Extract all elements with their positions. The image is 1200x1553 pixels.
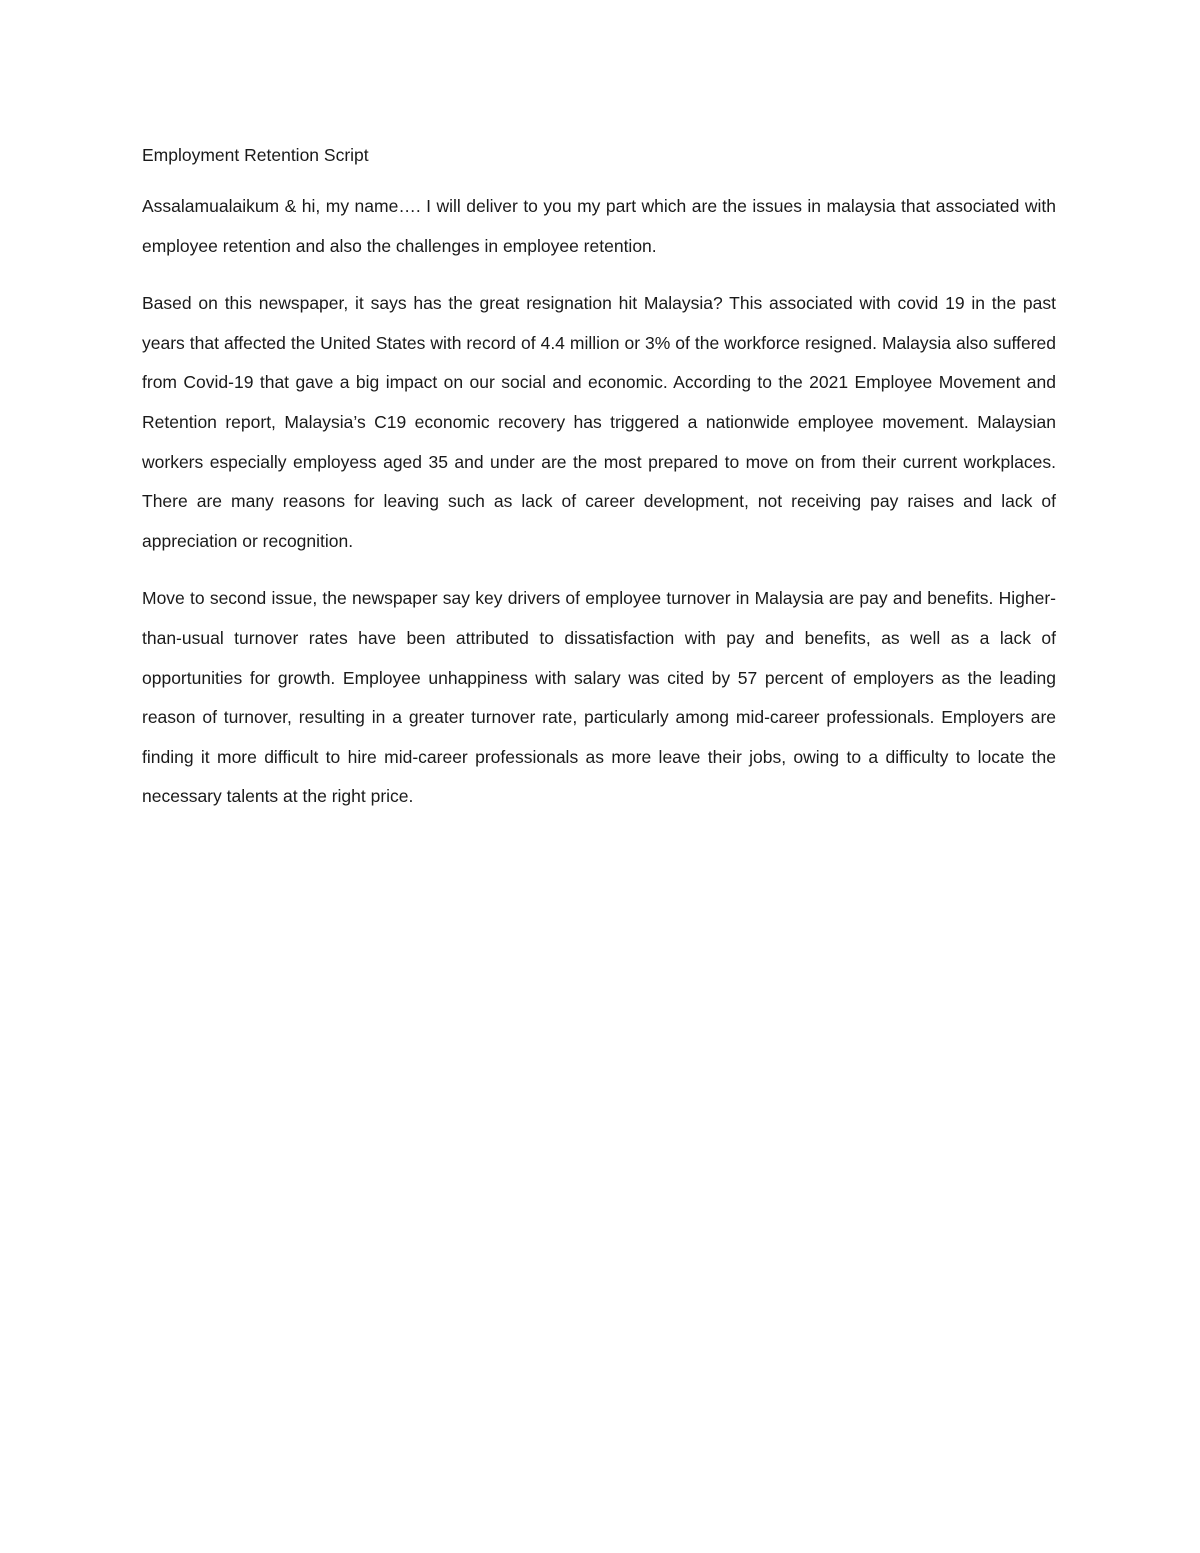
- document-title: Employment Retention Script: [142, 145, 369, 165]
- document-body: [142, 140, 1056, 835]
- paragraph-first-issue: Based on this newspaper, it says has the great resignation hit Malaysia? This associated with covid 19 in the past years that affected the United States with record of 4.4 million or 3% of the workforce resigned. Malaysia also suffered from Covid-19 that gave a big impact on our social and economic. According to the 2021 Employee Movement and Retention report, Malaysia’s C19 economic recovery has triggered a nationwide employee movement. Malaysian workers especially employess aged 35 and under are the most prepared to move on from their current workplaces. There are many reasons for leaving such as lack of career development, not receiving pay raises and lack of appreciation or recognition.: [142, 293, 1056, 551]
- paragraph-second-issue: Move to second issue, the newspaper say key drivers of employee turnover in Malaysia are pay and benefits. Higher-than-usual turnover rates have been attributed to dissatisfaction with pay and benefits, as well as a lack of opportunities for growth. Employee unhappiness with salary was cited by 57 percent of employers as the leading reason of turnover, resulting in a greater turnover rate, particularly among mid-career professionals. Employers are finding it more difficult to hire mid-career professionals as more leave their jobs, owing to a difficulty to locate the necessary talents at the right price.: [142, 588, 1056, 807]
- paragraph-intro: Assalamualaikum & hi, my name…. I will deliver to you my part which are the issues in malaysia that associated with employee retention and also the challenges in employee retention.: [142, 196, 1056, 256]
